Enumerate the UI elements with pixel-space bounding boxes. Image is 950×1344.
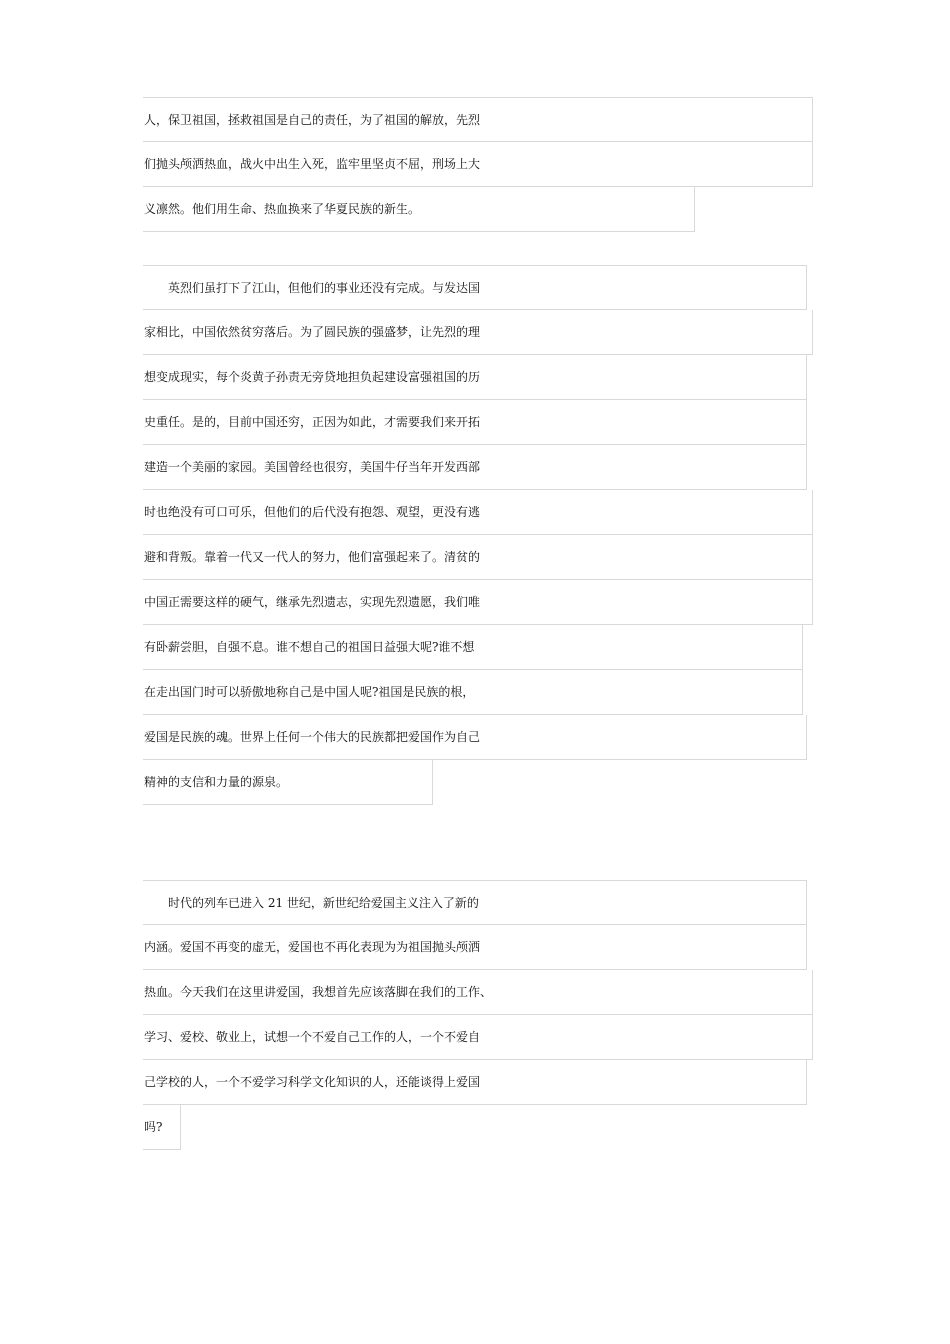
text-line: 避和背叛。靠着一代又一代人的努力，他们富强起来了。清贫的 <box>143 535 813 580</box>
text-line: 想变成现实，每个炎黄子孙责无旁贷地担负起建设富强祖国的历 <box>143 355 807 400</box>
text-line: 吗? <box>143 1105 181 1150</box>
text-line: 人，保卫祖国，拯救祖国是自己的责任，为了祖国的解放，先烈 <box>143 97 813 142</box>
text-line: 们抛头颅洒热血，战火中出生入死，监牢里坚贞不屈，刑场上大 <box>143 142 813 187</box>
text-line: 时也绝没有可口可乐，但他们的后代没有抱怨、观望，更没有逃 <box>143 490 813 535</box>
paragraph-2 <box>143 265 813 805</box>
text-line: 建造一个美丽的家园。美国曾经也很穷，美国牛仔当年开发西部 <box>143 445 807 490</box>
text-line: 己学校的人，一个不爱学习科学文化知识的人，还能谈得上爱国 <box>143 1060 807 1105</box>
text-line: 爱国是民族的魂。世界上任何一个伟大的民族都把爱国作为自己 <box>143 715 807 760</box>
text-line: 精神的支信和力量的源泉。 <box>143 760 433 805</box>
text-line: 内涵。爱国不再变的虚无，爱国也不再化表现为为祖国抛头颅洒 <box>143 925 807 970</box>
text-line: 有卧薪尝胆，自强不息。谁不想自己的祖国日益强大呢?谁不想 <box>143 625 803 670</box>
text-line: 史重任。是的，目前中国还穷，正因为如此，才需要我们来开拓 <box>143 400 807 445</box>
text-line: 英烈们虽打下了江山，但他们的事业还没有完成。与发达国 <box>143 265 807 310</box>
text-line: 家相比，中国依然贫穷落后。为了圆民族的强盛梦，让先烈的理 <box>143 310 813 355</box>
text-line: 中国正需要这样的硬气，继承先烈遗志，实现先烈遗愿，我们唯 <box>143 580 813 625</box>
paragraph-1 <box>143 97 813 232</box>
text-line: 在走出国门时可以骄傲地称自己是中国人呢?祖国是民族的根， <box>143 670 803 715</box>
text-line: 热血。今天我们在这里讲爱国，我想首先应该落脚在我们的工作、 <box>143 970 813 1015</box>
text-line: 学习、爱校、敬业上，试想一个不爱自己工作的人，一个不爱自 <box>143 1015 813 1060</box>
paragraph-3 <box>143 880 813 1150</box>
text-line: 义凛然。他们用生命、热血换来了华夏民族的新生。 <box>143 187 695 232</box>
text-line: 时代的列车已进入 21 世纪，新世纪给爱国主义注入了新的 <box>143 880 807 925</box>
